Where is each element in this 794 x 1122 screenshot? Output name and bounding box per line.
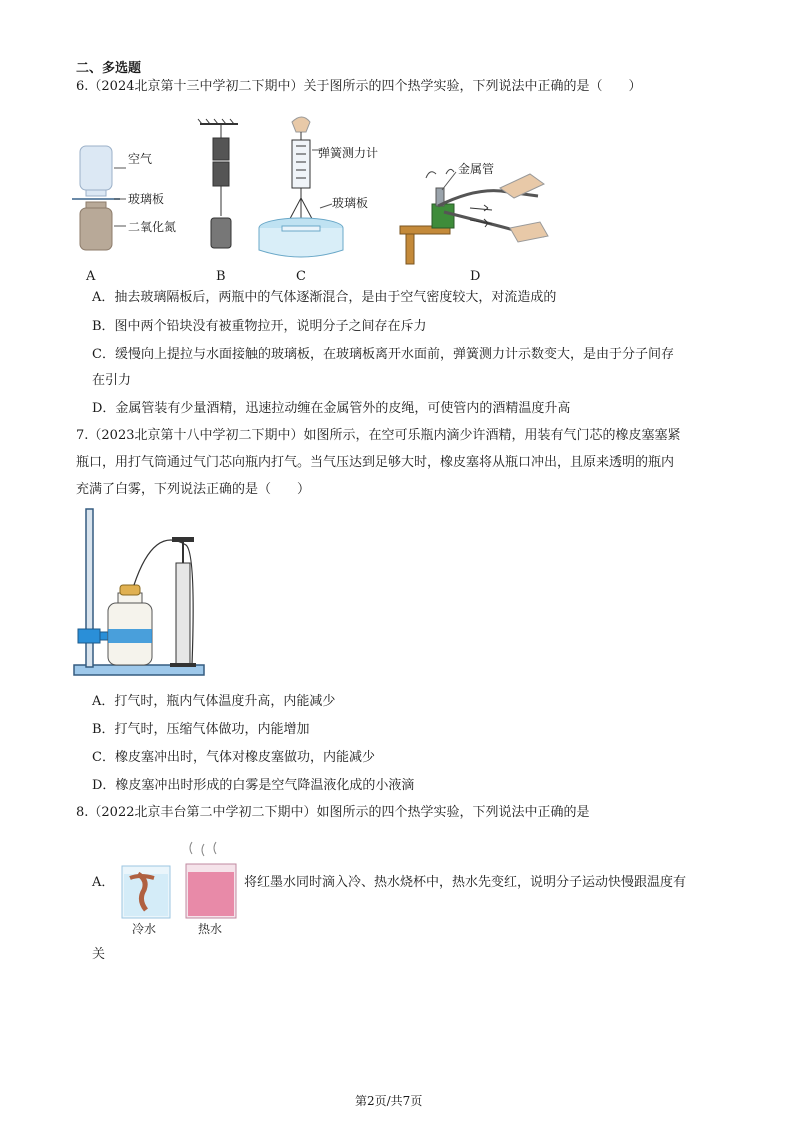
q6-figure-label-d: D (470, 269, 481, 284)
page-footer: 第2页/共7页 (355, 1094, 423, 1108)
q6-label-no2: 二氧化氮 (128, 220, 177, 234)
q6-fig-a-bottles (72, 146, 126, 250)
q6-label-glass-plate-c: 玻璃板 (332, 196, 369, 210)
q8-stem: 8.（2022北京丰台第二中学初二下期中）如图所示的四个热学实验，下列说法中正确的是 (76, 805, 590, 820)
q6-option-c-line2: 在引力 (92, 373, 132, 388)
q6-figure-label-b: B (216, 269, 226, 284)
q6-stem: 6.（2024北京第十三中学初二下期中）关于图所示的四个热学实验，下列说法中正确的是（ ） (76, 79, 642, 94)
q7-option-a: A．打气时，瓶内气体温度升高，内能减少 (92, 694, 336, 709)
q7-option-c: C．橡皮塞冲出时，气体对橡皮塞做功，内能减少 (92, 750, 375, 765)
q6-option-c-line1: C．缓慢向上提拉与水面接触的玻璃板，在玻璃板离开水面前，弹簧测力计示数变大，是由于分子间存 (92, 347, 674, 362)
q6-label-spring-scale: 弹簧测力计 (318, 146, 379, 160)
q8-cold-beaker (122, 866, 170, 918)
q6-figure-label-a: A (86, 269, 96, 284)
q8-option-a-text-line2: 关 (92, 947, 106, 962)
q6-figure-label-c: C (296, 269, 306, 284)
q8-option-a-letter: A． (92, 875, 115, 890)
q6-fig-d-metal-tube (400, 169, 548, 264)
q6-label-metal-tube: 金属管 (458, 162, 495, 176)
section-title: 二、多选题 (76, 61, 142, 76)
q8-label-hot-water: 热水 (198, 922, 223, 936)
q8-hot-beaker (186, 842, 236, 918)
q6-option-d: D．金属管装有少量酒精，迅速拉动缠在金属管外的皮绳，可使管内的酒精温度升高 (92, 401, 571, 416)
q8-figure (116, 834, 242, 938)
q6-option-b: B．图中两个铅块没有被重物拉开，说明分子之间存在斥力 (92, 319, 427, 334)
q7-option-d: D．橡皮塞冲出时形成的白雾是空气降温液化成的小液滴 (92, 778, 415, 793)
q6-fig-c-spring-scale (259, 117, 343, 257)
q7-stem-line1: 7.（2023北京第十八中学初二下期中）如图所示，在空可乐瓶内滴少许酒精，用装有气门芯的橡皮塞塞紧 (76, 428, 681, 443)
q7-stem-line3: 充满了白雾，下列说法正确的是（ ） (76, 482, 311, 497)
q6-option-a: A．抽去玻璃隔板后，两瓶中的气体逐渐混合，是由于空气密度较大，对流造成的 (92, 290, 557, 305)
q8-label-cold-water: 冷水 (132, 922, 157, 936)
q6-label-air: 空气 (128, 152, 153, 166)
q7-figure (72, 505, 232, 685)
q7-figure-drawing (72, 505, 232, 685)
q6-label-glass-plate-a: 玻璃板 (128, 192, 165, 206)
q8-option-a-text-line1: 将红墨水同时滴入冷、热水烧杯中，热水先变红，说明分子运动快慢跟温度有 (244, 875, 687, 890)
q6-fig-b-lead-blocks (198, 119, 238, 248)
q6-figure (70, 108, 550, 288)
q7-stem-line2: 瓶口，用打气筒通过气门芯向瓶内打气。当气压达到足够大时，橡皮塞将从瓶口冲出，且原来透明的瓶内 (76, 455, 675, 470)
q7-option-b: B．打气时，压缩气体做功，内能增加 (92, 722, 310, 737)
